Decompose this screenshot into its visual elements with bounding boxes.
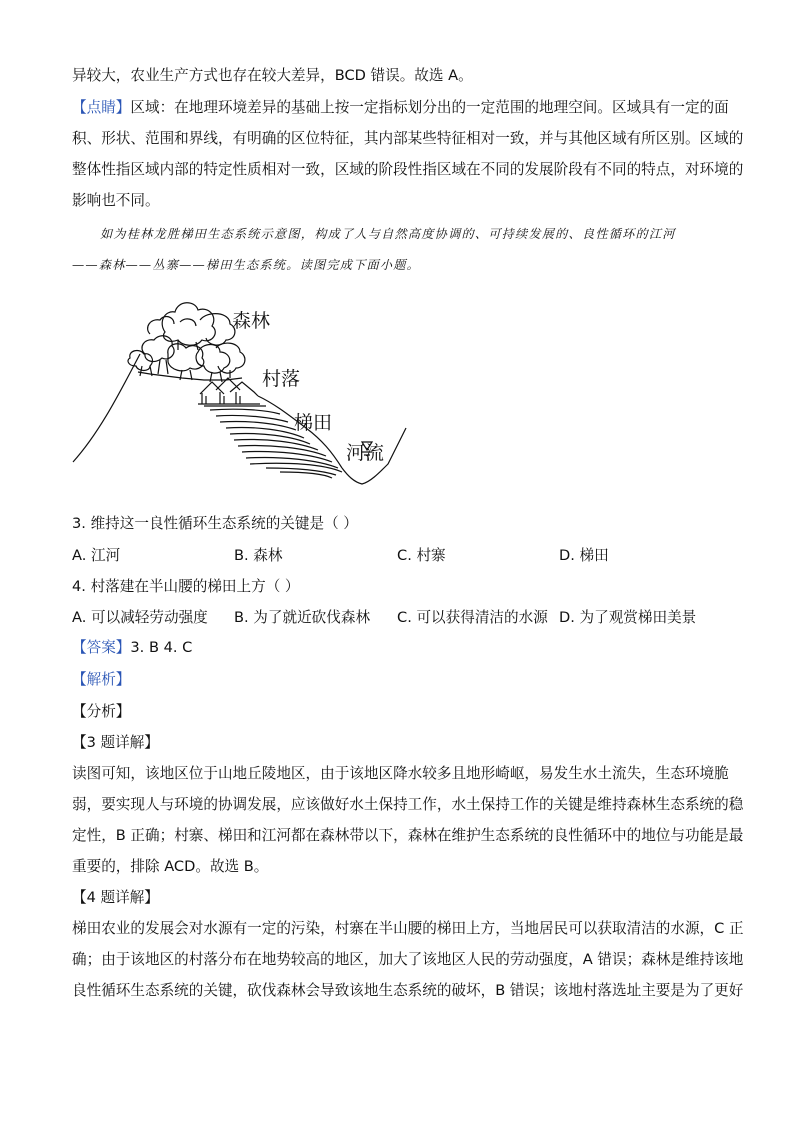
comment-text: 整体性指区域内部的特定性质相对一致，区域的阶段性指区域在不同的发展阶段有不同的特点，对环境的 (72, 161, 744, 178)
q3-option-c: C. 村寨 (397, 547, 446, 564)
terrace-lines-icon (210, 396, 342, 478)
village-label: 村落 (262, 368, 301, 390)
detail4-heading: 【4 题详解】 (72, 889, 159, 906)
terrace-label: 梯田 (294, 412, 333, 434)
answer-line (72, 638, 192, 658)
comment-paragraph-line (72, 98, 729, 118)
q4-option-c: C. 可以获得清洁的水源 (397, 609, 548, 626)
intro-text: 如为桂林龙胜梯田生态系统示意图，构成了人与自然高度协调的、可持续发展的、良性循环的江河 (100, 227, 676, 241)
q4-option-b: B. 为了就近砍伐森林 (234, 609, 371, 626)
detail3-text: 定性，B 正确；村寨、梯田和江河都在森林带以下，森林在维护生态系统的良性循环中的地位与功能是最 (72, 827, 744, 844)
detail3-heading: 【3 题详解】 (72, 734, 159, 751)
intro-text: ——森林——丛寨——梯田生态系统。读图完成下面小题。 (72, 258, 421, 272)
forest-label: 森林 (232, 310, 271, 332)
comment-text: 影响也不同。 (72, 192, 160, 209)
comment-text: 区域：在地理环境差异的基础上按一定指标划分出的一定范围的地理空间。区域具有一定的面 (130, 99, 729, 116)
detail3-text: 重要的，排除 ACD。故选 B。 (72, 858, 269, 875)
detail4-text: 确；由于该地区的村落分布在地势较高的地区，加大了该地区人民的劳动强度，A 错误；森林是维持该地 (72, 951, 744, 968)
fenxi-heading: 【分析】 (72, 703, 131, 720)
comment-tag: 【点睛】 (72, 99, 131, 116)
detail4-text: 梯田农业的发展会对水源有一定的污染，村寨在半山腰的梯田上方，当地居民可以获取清洁的水源，C 正 (72, 920, 744, 937)
answer-tag: 【答案】 (72, 639, 131, 656)
question-3-stem: 3. 维持这一良性循环生态系统的关键是（ ） (72, 515, 358, 532)
detail3-text: 弱，要实现人与环境的协调发展，应该做好水土保持工作，水土保持工作的关键是维持森林生态系统的稳 (72, 796, 744, 813)
analysis-heading: 【解析】 (72, 671, 131, 688)
q3-option-a: A. 江河 (72, 547, 121, 564)
question-4-stem: 4. 村落建在半山腰的梯田上方（ ） (72, 578, 300, 595)
answer-text: 3. B 4. C (130, 639, 193, 656)
detail3-text: 读图可知，该地区位于山地丘陵地区，由于该地区降水较多且地形崎岖，易发生水土流失，生态环境脆 (72, 765, 729, 782)
forest-trees-icon (128, 303, 245, 382)
q3-option-b: B. 森林 (234, 547, 283, 564)
q3-option-d: D. 梯田 (559, 547, 609, 564)
prev-answer-text: 异较大，农业生产方式也存在较大差异，BCD 错误。故选 A。 (72, 67, 473, 84)
detail4-text: 良性循环生态系统的关键，砍伐森林会导致该地生态系统的破坏，B 错误；该地村落选址主要是为了更好 (72, 982, 744, 999)
hill-left-slope (73, 354, 140, 462)
river-label: 河流 (346, 442, 385, 464)
q4-option-a: A. 可以减轻劳动强度 (72, 609, 208, 626)
comment-text: 积、形状、范围和界线，有明确的区位特征，其内部某些特征相对一致，并与其他区域有所区别。区域的 (72, 130, 744, 147)
terrace-ecosystem-figure (70, 292, 415, 492)
village-houses-icon (198, 378, 266, 406)
q4-option-d: D. 为了观赏梯田美景 (559, 609, 697, 626)
